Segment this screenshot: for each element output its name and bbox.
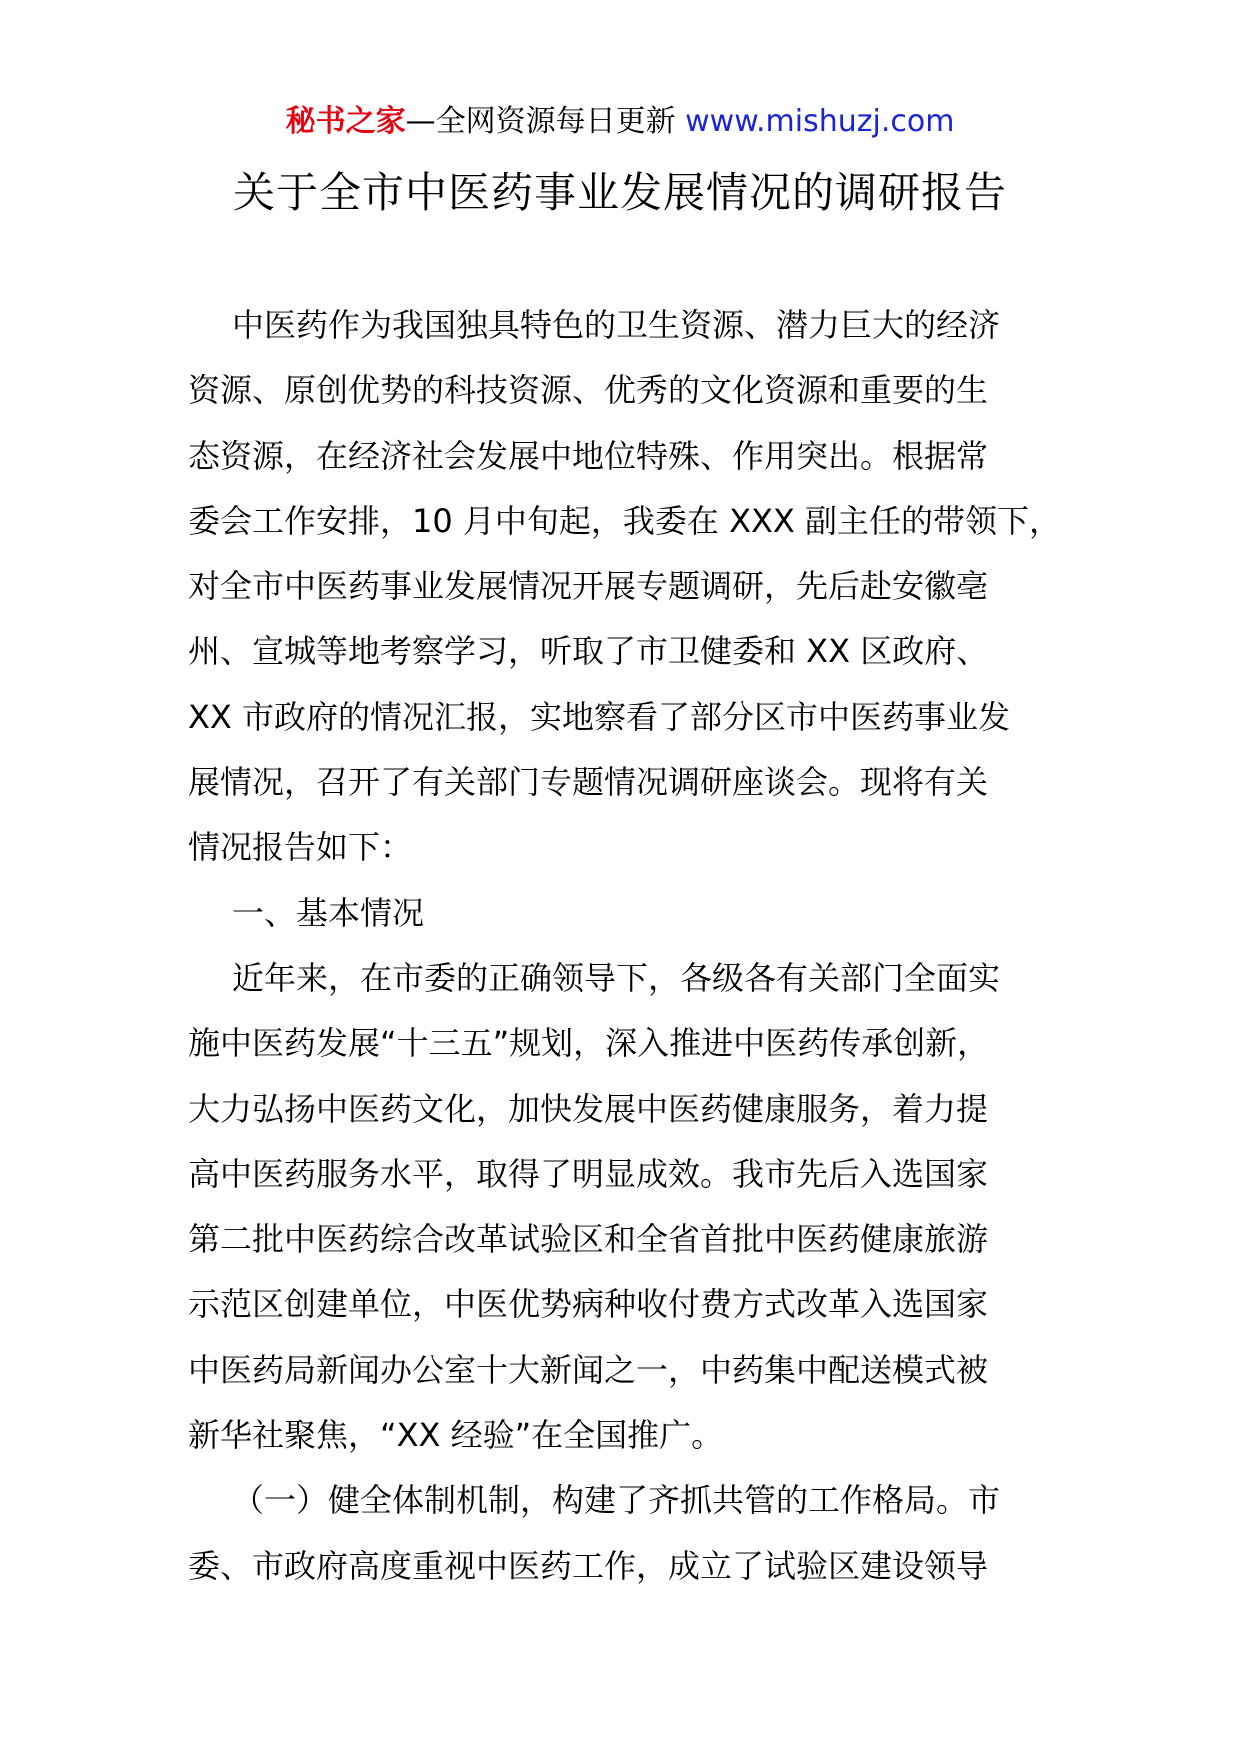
paragraph-line: 委会工作安排，10 月中旬起，我委在 XXX 副主任的带领下， [188, 501, 1062, 540]
paragraph-line: 高中医药服务水平，取得了明显成效。我市先后入选国家 [188, 1154, 989, 1193]
paragraph-line: 委、市政府高度重视中医药工作，成立了试验区建设领导 [188, 1546, 989, 1585]
paragraph-line: 示范区创建单位，中医优势病种收付费方式改革入选国家 [188, 1285, 989, 1324]
paragraph-line: 州、宣城等地考察学习，听取了市卫健委和 XX 区政府、 [188, 632, 989, 671]
paragraph-line: 资源、原创优势的科技资源、优秀的文化资源和重要的生 [188, 371, 989, 410]
site-url-link[interactable]: www.mishuzj.com [685, 104, 955, 139]
site-header [0, 100, 1240, 144]
paragraph-line: 大力弘扬中医药文化，加快发展中医药健康服务，着力提 [188, 1089, 989, 1128]
paragraph-line: 展情况，召开了有关部门专题情况调研座谈会。现将有关 [188, 763, 989, 802]
paragraph-line: 新华社聚焦，“XX 经验”在全国推广。 [188, 1416, 724, 1455]
paragraph-line: 态资源，在经济社会发展中地位特殊、作用突出。根据常 [188, 436, 989, 475]
paragraph-line: XX 市政府的情况汇报，实地察看了部分区市中医药事业发 [188, 697, 1011, 736]
paragraph-line: 中医药局新闻办公室十大新闻之一，中药集中配送模式被 [188, 1350, 989, 1389]
paragraph-line: 对全市中医药事业发展情况开展专题调研，先后赴安徽亳 [188, 567, 989, 606]
paragraph-line: 情况报告如下： [188, 828, 413, 867]
site-slogan: —全网资源每日更新 [405, 104, 676, 139]
document-body [188, 293, 1088, 1599]
site-brand: 秘书之家 [285, 104, 406, 139]
section-heading: 一、基本情况 [232, 893, 425, 932]
paragraph-line: 第二批中医药综合改革试验区和全省首批中医药健康旅游 [188, 1220, 989, 1259]
document-title: 关于全市中医药事业发展情况的调研报告 [232, 168, 1007, 217]
paragraph-line: 施中医药发展“十三五”规划，深入推进中医药传承创新， [188, 1024, 990, 1063]
paragraph-line: 近年来，在市委的正确领导下，各级各有关部门全面实 [232, 958, 1001, 997]
subsection-line: （一）健全体制机制，构建了齐抓共管的工作格局。市 [232, 1481, 1001, 1520]
paragraph-line: 中医药作为我国独具特色的卫生资源、潜力巨大的经济 [232, 306, 1001, 344]
